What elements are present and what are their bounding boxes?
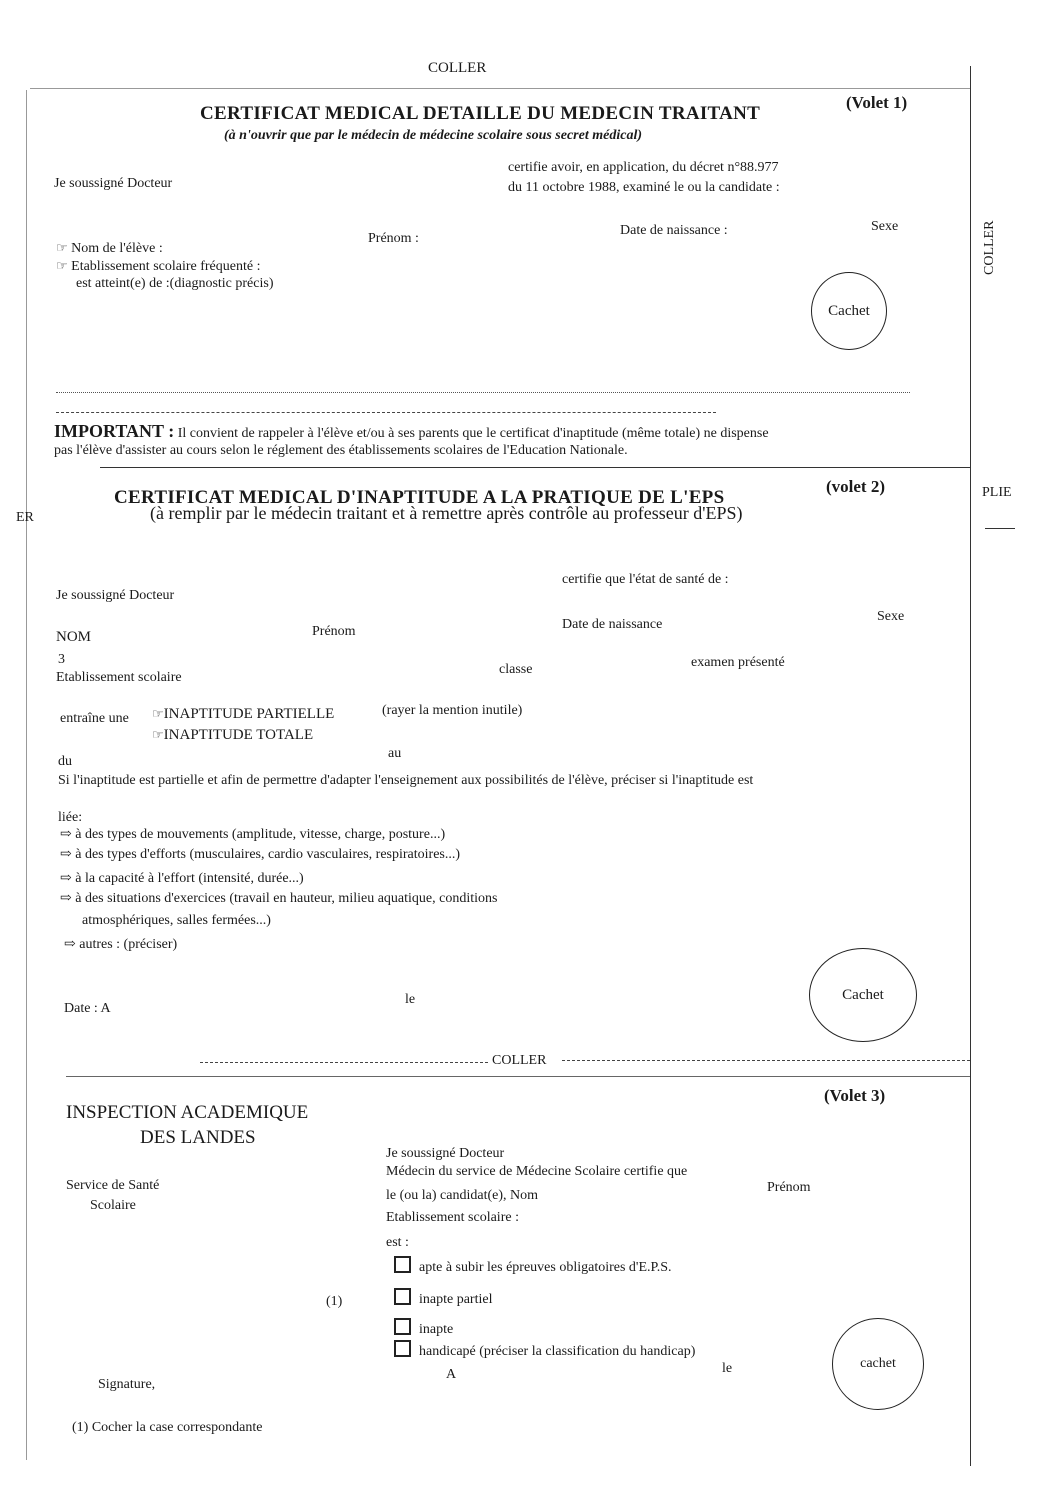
apte-checkbox[interactable] (394, 1256, 411, 1273)
volet3-option-inapte-partiel: inapte partiel (394, 1288, 492, 1308)
arrow-right-icon: ⇨ (60, 871, 72, 886)
volet2-classe: classe (499, 662, 533, 677)
right-coller-label: COLLER (982, 220, 997, 275)
arrow-right-icon: ⇨ (64, 937, 76, 952)
volet2-date-naissance: Date de naissance (562, 617, 663, 632)
volet3-cachet-stamp: cachet (832, 1318, 924, 1410)
top-coller-label: COLLER (428, 60, 487, 76)
volet3-est: est : (386, 1235, 409, 1250)
volet1-soussigne: Je soussigné Docteur (54, 176, 173, 191)
volet2-volet3-divider (66, 1076, 970, 1077)
volet1-etablissement: ☞ Etablissement scolaire fréquenté : (56, 258, 261, 274)
volet2-inaptitude-totale: ☞INAPTITUDE TOTALE (152, 727, 314, 743)
left-border (26, 90, 27, 1460)
right-border (970, 66, 971, 1466)
pointing-hand-icon: ☞ (152, 706, 164, 721)
pointing-hand-icon: ☞ (56, 240, 68, 255)
volet1-certifie-2: du 11 octobre 1988, examiné le ou la candidate : (508, 180, 780, 195)
volet1-prenom: Prénom : (368, 231, 419, 246)
volet2-nom: NOM (56, 629, 92, 645)
volet2-item-1: ⇨ à des types de mouvements (amplitude, vitesse, charge, posture...) (60, 827, 446, 842)
volet2-item-2: ⇨ à des types d'efforts (musculaires, cardio vasculaires, respiratoires...) (60, 847, 461, 862)
volet1-date-naissance: Date de naissance : (620, 223, 728, 238)
volet2-entraine: entraîne une (60, 711, 129, 726)
top-border (30, 88, 970, 89)
volet3-candidat: le (ou la) candidat(e), Nom (386, 1188, 538, 1203)
inapte-partiel-checkbox[interactable] (394, 1288, 411, 1305)
volet2-title: CERTIFICAT MEDICAL D'INAPTITUDE A LA PRATIQUE DE L'EPS (114, 487, 725, 508)
important-text-2: pas l'élève d'assister au cours selon le réglement des établissements scolaires de l'Education Nationale. (54, 443, 628, 458)
volet3-tag: (Volet 3) (824, 1086, 886, 1105)
service-line2: Scolaire (90, 1198, 136, 1213)
pointing-hand-icon: ☞ (56, 258, 68, 273)
volet2-si-line2: liée: (58, 810, 83, 825)
important-notice (54, 421, 769, 442)
right-plie-label: PLIE (982, 485, 1012, 500)
volet1-tag: (Volet 1) (846, 93, 908, 112)
middle-coller-label: COLLER (492, 1053, 547, 1068)
volet2-le: le (405, 992, 416, 1007)
volet2-date: Date : A (64, 1001, 111, 1016)
volet2-inaptitude-partielle: ☞INAPTITUDE PARTIELLE (152, 706, 335, 722)
middle-coller-line-left (200, 1062, 488, 1063)
volet3-le: le (722, 1361, 733, 1376)
handicape-checkbox[interactable] (394, 1340, 411, 1357)
volet3-mark-1: (1) (326, 1294, 343, 1309)
volet1-nom-eleve: ☞ Nom de l'élève : (56, 240, 163, 256)
right-plie-line (985, 528, 1015, 529)
arrow-right-icon: ⇨ (60, 891, 72, 906)
volet1-atteint: est atteint(e) de :(diagnostic précis) (76, 276, 274, 291)
inapte-checkbox[interactable] (394, 1318, 411, 1335)
important-label: IMPORTANT : (54, 421, 175, 441)
volet2-du: du (58, 754, 72, 769)
arrow-right-icon: ⇨ (60, 847, 72, 862)
volet2-subtitle: (à remplir par le médecin traitant et à remettre après contrôle au professeur d'EPS) (150, 503, 743, 523)
important-text-1: Il convient de rappeler à l'élève et/ou à ses parents que le certificat d'inaptitude (même totale) ne dispense (177, 426, 769, 441)
volet1-title: CERTIFICAT MEDICAL DETAILLE DU MEDECIN TRAITANT (200, 103, 761, 124)
volet3-medecin: Médecin du service de Médecine Scolaire certifie que (386, 1164, 688, 1179)
pointing-hand-icon: ☞ (152, 727, 164, 742)
volet2-item-3: ⇨ à la capacité à l'effort (intensité, durée...) (60, 871, 304, 886)
volet2-certifie: certifie que l'état de santé de : (562, 572, 729, 587)
volet2-item-4-cont: atmosphériques, salles fermées...) (82, 913, 271, 928)
volet1-sexe: Sexe (871, 219, 899, 234)
volet3-prenom: Prénom (767, 1180, 811, 1195)
volet2-item-4: ⇨ à des situations d'exercices (travail en hauteur, milieu aquatique, conditions (60, 891, 498, 906)
volet2-cachet-stamp: Cachet (809, 948, 917, 1042)
middle-coller-line-right (562, 1060, 970, 1061)
volet1-certifie-1: certifie avoir, en application, du décret n°88.977 (508, 160, 779, 175)
volet3-signature: Signature, (98, 1377, 156, 1392)
inspection-line1: INSPECTION ACADEMIQUE (66, 1102, 309, 1123)
volet3-etablissement: Etablissement scolaire : (386, 1210, 519, 1225)
inspection-line2: DES LANDES (140, 1127, 256, 1148)
volet2-prenom: Prénom (312, 624, 356, 639)
volet2-mark-3: 3 (58, 652, 65, 667)
volet2-rayer: (rayer la mention inutile) (382, 703, 523, 718)
volet3-soussigne: Je soussigné Docteur (386, 1146, 505, 1161)
volet2-item-5: ⇨ autres : (préciser) (64, 937, 178, 952)
volet1-volet2-divider (100, 467, 970, 468)
volet3-a: A (446, 1367, 457, 1382)
left-fragment-label: ER (16, 510, 34, 525)
volet2-examen: examen présenté (691, 655, 785, 670)
volet3-option-handicape: handicapé (préciser la classification du handicap) (394, 1340, 695, 1360)
volet1-separator-2 (56, 412, 716, 413)
volet3-option-apte: apte à subir les épreuves obligatoires d'E.P.S. (394, 1256, 672, 1276)
volet2-etablissement: Etablissement scolaire (56, 670, 182, 685)
volet2-sexe: Sexe (877, 609, 905, 624)
service-line1: Service de Santé (66, 1178, 160, 1193)
volet3-footnote: (1) Cocher la case correspondante (72, 1420, 263, 1435)
volet1-subtitle: (à n'ouvrir que par le médecin de médecine scolaire sous secret médical) (224, 128, 642, 143)
volet1-separator (56, 392, 910, 393)
arrow-right-icon: ⇨ (60, 827, 72, 842)
volet3-option-inapte: inapte (394, 1318, 453, 1338)
volet2-au: au (388, 746, 402, 761)
volet2-si-line1: Si l'inaptitude est partielle et afin de permettre d'adapter l'enseignement aux possibilités de l'élève, préciser si l'inaptitude est (58, 773, 754, 788)
volet1-cachet-stamp: Cachet (811, 272, 887, 350)
volet2-soussigne: Je soussigné Docteur (56, 588, 175, 603)
volet2-tag: (volet 2) (826, 477, 886, 496)
